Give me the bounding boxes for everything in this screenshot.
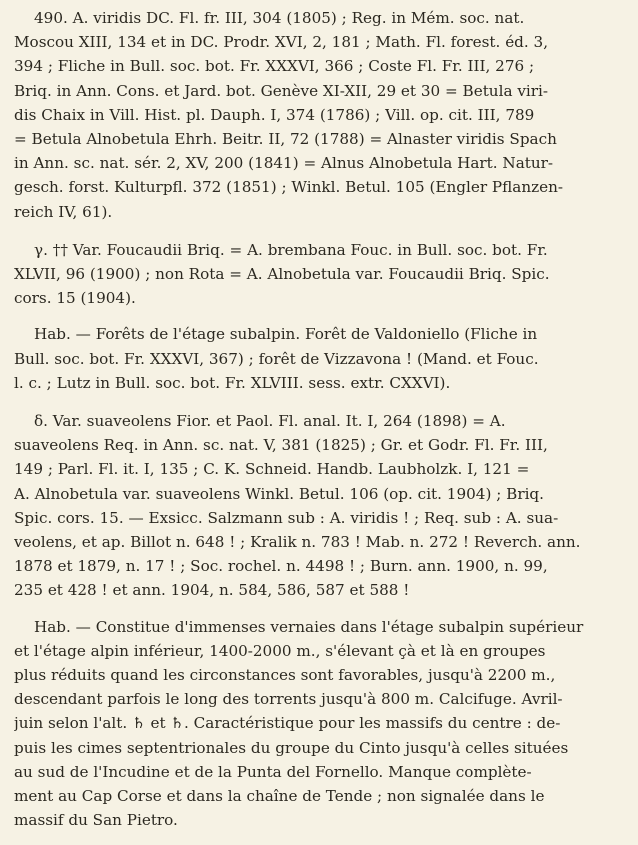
text-line: Hab. — Constitue d'immenses vernaies dans l'étage subalpin supérieur xyxy=(34,617,584,636)
text-line: veolens, et ap. Billot n. 648 ! ; Kralik n. 783 ! Mab. n. 272 ! Reverch. ann. xyxy=(14,533,581,552)
entry-var-suaveolens xyxy=(14,409,628,603)
text-line: Moscou XIII, 134 et in DC. Prodr. XVI, 2, 181 ; Math. Fl. forest. éd. 3, xyxy=(14,33,549,52)
text-line: 235 et 428 ! et ann. 1904, n. 584, 586, 587 et 588 ! xyxy=(14,581,410,600)
text-line: massif du San Pietro. xyxy=(14,811,178,830)
text-line: descendant parfois le long des torrents jusqu'à 800 m. Calcifuge. Avril- xyxy=(14,690,563,709)
text-line: au sud de l'Incudine et de la Punta del Fornello. Manque complète- xyxy=(14,762,532,781)
text-line: 1878 et 1879, n. 17 ! ; Soc. rochel. n. 4498 ! ; Burn. ann. 1900, n. 99, xyxy=(14,557,548,576)
text-line: puis les cimes septentrionales du groupe du Cinto jusqu'à celles situées xyxy=(14,738,569,757)
text-line: Spic. cors. 15. — Exsicc. Salzmann sub : A. viridis ! ; Req. sub : A. sua- xyxy=(14,508,559,527)
text-line: dis Chaix in Vill. Hist. pl. Dauph. I, 374 (1786) ; Vill. op. cit. III, 789 xyxy=(14,105,535,124)
entry-alnus-viridis xyxy=(14,6,628,224)
text-line: et l'étage alpin inférieur, 1400-2000 m., s'élevant çà et là en groupes xyxy=(14,641,546,660)
text-line: ment au Cap Corse et dans la chaîne de Tende ; non signalée dans le xyxy=(14,787,545,806)
text-line: in Ann. sc. nat. sér. 2, XV, 200 (1841) = Alnus Alnobetula Hart. Natur- xyxy=(14,154,554,173)
text-line: Briq. in Ann. Cons. et Jard. bot. Genève XI-XII, 29 et 30 = Betula viri- xyxy=(14,81,549,100)
text-line: suaveolens Req. in Ann. sc. nat. V, 381 (1825) ; Gr. et Godr. Fl. Fr. III, xyxy=(14,436,548,455)
text-line: γ. †† Var. Foucaudii Briq. = A. brembana Fouc. in Bull. soc. bot. Fr. xyxy=(34,240,548,259)
habitat-suaveolens xyxy=(14,615,628,833)
text-line: juin selon l'alt. ♄ et ♄. Caractéristique pour les massifs du centre : de- xyxy=(14,714,561,733)
text-line: reich IV, 61). xyxy=(14,202,113,221)
text-line: l. c. ; Lutz in Bull. soc. bot. Fr. XLVIII. sess. extr. CXXVI). xyxy=(14,373,451,392)
text-line: gesch. forst. Kulturpfl. 372 (1851) ; Winkl. Betul. 105 (Engler Pflanzen- xyxy=(14,178,564,197)
entry-var-foucaudii xyxy=(14,238,628,311)
text-line: Bull. soc. bot. Fr. XXXVI, 367) ; forêt de Vizzavona ! (Mand. et Fouc. xyxy=(14,349,539,368)
text-line: XLVII, 96 (1900) ; non Rota = A. Alnobetula var. Foucaudii Briq. Spic. xyxy=(14,265,550,284)
text-line: plus réduits quand les circonstances sont favorables, jusqu'à 2200 m., xyxy=(14,666,556,685)
habitat-foucaudii xyxy=(14,322,628,395)
text-line: A. Alnobetula var. suaveolens Winkl. Betul. 106 (op. cit. 1904) ; Briq. xyxy=(14,484,544,503)
text-line: 490. A. viridis DC. Fl. fr. III, 304 (1805) ; Reg. in Mém. soc. nat. xyxy=(34,9,525,27)
text-line: cors. 15 (1904). xyxy=(14,289,136,308)
text-line: 149 ; Parl. Fl. it. I, 135 ; C. K. Schneid. Handb. Laubholzk. I, 121 = xyxy=(14,460,530,479)
text-line: = Betula Alnobetula Ehrh. Beitr. II, 72 (1788) = Alnaster viridis Spach xyxy=(14,130,557,149)
text-line: 394 ; Fliche in Bull. soc. bot. Fr. XXXVI, 366 ; Coste Fl. Fr. III, 276 ; xyxy=(14,57,535,76)
text-line: δ. Var. suaveolens Fior. et Paol. Fl. anal. It. I, 264 (1898) = A. xyxy=(34,412,506,431)
text-line: Hab. — Forêts de l'étage subalpin. Forêt de Valdoniello (Fliche in xyxy=(34,325,538,344)
